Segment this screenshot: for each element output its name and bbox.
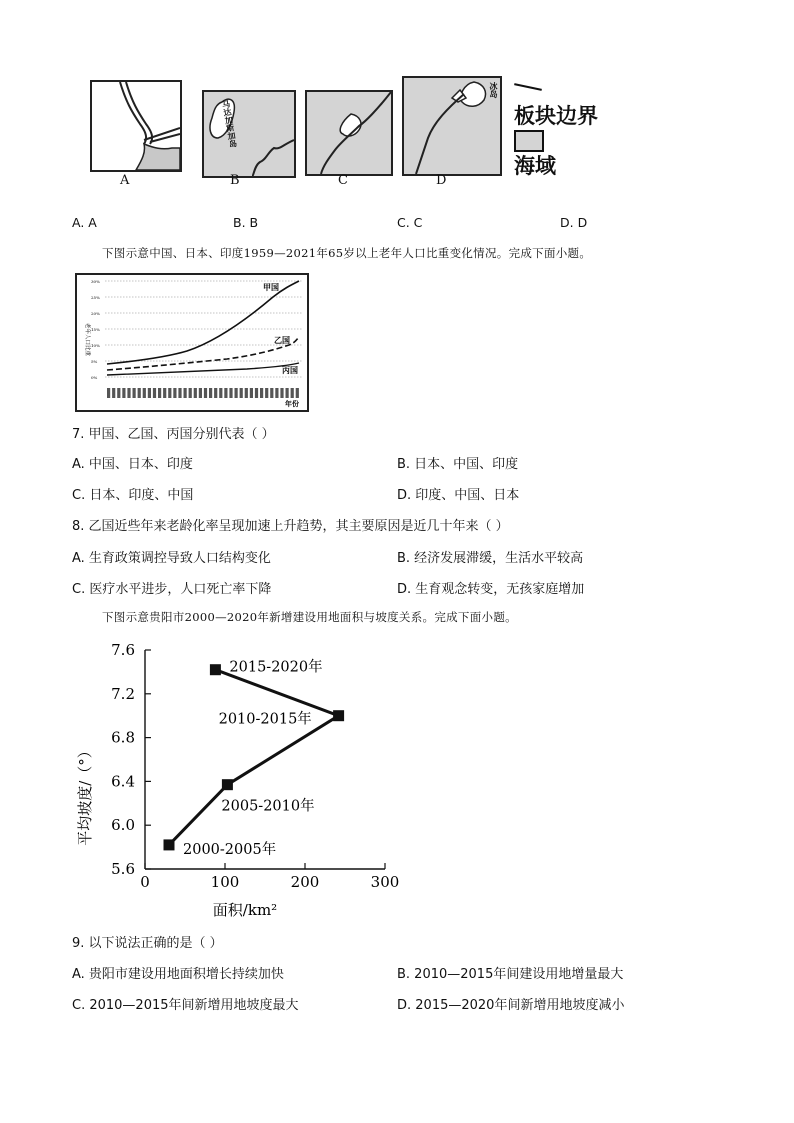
- slope-chart-point: [222, 779, 233, 790]
- aging-chart-xticks: [107, 388, 299, 398]
- series-yi-label: 乙国: [274, 335, 290, 345]
- map-c-caption: C: [338, 173, 348, 188]
- series-jia-label: 甲国: [263, 282, 279, 292]
- map-b-drawing: [204, 92, 294, 176]
- q7-option-b[interactable]: B. 日本、中国、印度: [397, 457, 519, 472]
- slope-chart: [60, 640, 420, 925]
- map-c-drawing: [307, 92, 391, 174]
- series-bing-line: [107, 363, 299, 375]
- intro-slope-chart: 下图示意贵阳市2000—2020年新增建设用地面积与坡度关系。完成下面小题。: [102, 610, 517, 624]
- aging-chart: [75, 273, 309, 412]
- map-d-caption: D: [436, 173, 447, 188]
- slope-chart-ytick-label: 5.6: [111, 860, 135, 878]
- aging-chart-xtick: [219, 388, 222, 398]
- aging-chart-xtick: [270, 388, 273, 398]
- legend-boundary-label: 板块边界: [514, 104, 598, 128]
- aging-chart-xtick: [209, 388, 212, 398]
- slope-chart-xtick-label: 300: [370, 873, 400, 891]
- slope-chart-point-label: 2000-2005年: [183, 841, 277, 858]
- aging-chart-xtick: [148, 388, 151, 398]
- aging-chart-xtick: [204, 388, 207, 398]
- aging-chart-xtick: [291, 388, 294, 398]
- aging-chart-xtick: [133, 388, 136, 398]
- slope-chart-ytick-label: 6.8: [111, 728, 135, 747]
- aging-chart-xtick: [265, 388, 268, 398]
- q7-option-d[interactable]: D. 印度、中国、日本: [397, 488, 520, 503]
- aging-chart-xtick: [189, 388, 192, 398]
- q6-option-a[interactable]: A. A: [72, 215, 97, 230]
- aging-chart-xtick: [199, 388, 202, 398]
- aging-chart-xtick: [194, 388, 197, 398]
- slope-chart-marks: [76, 641, 399, 919]
- aging-chart-xtick: [168, 388, 171, 398]
- slope-chart-point-label: 2005-2010年: [221, 798, 315, 815]
- q6-option-c[interactable]: C. C: [397, 215, 423, 230]
- map-a-caption: A: [120, 173, 130, 188]
- slope-chart-point: [333, 710, 344, 721]
- q7-option-c[interactable]: C. 日本、印度、中国: [72, 488, 194, 503]
- map-a-drawing: [92, 82, 180, 170]
- aging-chart-xtick: [255, 388, 258, 398]
- map-d-drawing: [404, 78, 500, 174]
- aging-chart-xtick: [260, 388, 263, 398]
- slope-chart-xlabel: 面积/km²: [212, 901, 278, 919]
- aging-chart-ytick: 25%: [91, 295, 100, 300]
- aging-chart-ytick: 5%: [91, 359, 98, 364]
- aging-chart-xtick: [240, 388, 243, 398]
- slope-chart-ylabel: 平均坡度/（°）: [76, 743, 94, 846]
- slope-chart-ytick-label: 7.6: [111, 641, 135, 659]
- aging-chart-xtick: [235, 388, 238, 398]
- aging-chart-xtick: [178, 388, 181, 398]
- slope-chart-point-label: 2015-2020年: [229, 659, 323, 676]
- aging-chart-xtick: [296, 388, 299, 398]
- map-b: [202, 90, 296, 178]
- intro-aging-chart: 下图示意中国、日本、印度1959—2021年65岁以上老年人口比重变化情况。完成下面小题。: [102, 246, 592, 260]
- aging-chart-xlabel: 年份: [285, 399, 299, 408]
- aging-chart-xtick: [153, 388, 156, 398]
- slope-chart-ytick-label: 6.4: [111, 772, 135, 791]
- q9-option-c[interactable]: C. 2010—2015年间新增用地坡度最大: [72, 998, 299, 1013]
- q9-option-b[interactable]: B. 2010—2015年间建设用地增量最大: [397, 967, 624, 982]
- aging-chart-xtick: [275, 388, 278, 398]
- q6-option-d[interactable]: D. D: [560, 215, 588, 230]
- aging-chart-xtick: [229, 388, 232, 398]
- q7-option-a[interactable]: A. 中国、日本、印度: [72, 457, 193, 472]
- map-d: [402, 76, 502, 176]
- slope-chart-ytick-label: 6.0: [111, 816, 135, 835]
- aging-chart-xtick: [286, 388, 289, 398]
- aging-chart-xtick: [224, 388, 227, 398]
- aging-chart-xtick: [112, 388, 115, 398]
- q9-option-a[interactable]: A. 贵阳市建设用地面积增长持续加快: [72, 967, 284, 982]
- q8-option-a[interactable]: A. 生育政策调控导致人口结构变化: [72, 551, 271, 566]
- legend-sea-swatch: [514, 130, 544, 152]
- q6-option-b[interactable]: B. B: [233, 215, 259, 230]
- aging-chart-xtick: [107, 388, 110, 398]
- aging-chart-xtick: [138, 388, 141, 398]
- q9-stem: 9. 以下说法正确的是（ ）: [72, 936, 223, 951]
- aging-chart-xtick: [143, 388, 146, 398]
- aging-chart-xtick: [245, 388, 248, 398]
- aging-chart-ylabel: 老年人口比重: [84, 323, 90, 357]
- slope-chart-point: [164, 839, 175, 850]
- aging-chart-xtick: [250, 388, 253, 398]
- map-d-island-label: 冰岛: [489, 82, 498, 98]
- legend-sea-label: 海域: [514, 154, 556, 178]
- slope-chart-xtick-label: 100: [210, 873, 240, 891]
- aging-chart-xtick: [117, 388, 120, 398]
- aging-chart-xtick: [173, 388, 176, 398]
- q7-stem: 7. 甲国、乙国、丙国分别代表（ ）: [72, 427, 275, 442]
- aging-chart-xtick: [163, 388, 166, 398]
- aging-chart-ytick: 30%: [91, 279, 100, 284]
- slope-chart-ytick-label: 7.2: [111, 684, 135, 703]
- series-jia-line: [107, 281, 299, 364]
- aging-chart-ytick: 0%: [91, 375, 98, 380]
- aging-chart-ytick: 10%: [91, 343, 100, 348]
- map-b-caption: B: [230, 173, 240, 188]
- aging-chart-grid: [91, 279, 303, 380]
- aging-chart-xtick: [122, 388, 125, 398]
- aging-chart-svg: [77, 275, 307, 410]
- map-c: [305, 90, 393, 176]
- map-a: [90, 80, 182, 172]
- q8-option-c[interactable]: C. 医疗水平进步，人口死亡率下降: [72, 582, 272, 597]
- slope-chart-xtick-label: 0: [140, 873, 150, 891]
- q9-option-d[interactable]: D. 2015—2020年间新增用地坡度减小: [397, 998, 625, 1013]
- slope-chart-point: [210, 664, 221, 675]
- aging-chart-xtick: [214, 388, 217, 398]
- aging-chart-ytick: 15%: [91, 327, 100, 332]
- map-b-island-label: 马达加斯加岛: [220, 99, 239, 149]
- aging-chart-xtick: [184, 388, 187, 398]
- slope-chart-line: [169, 670, 339, 845]
- series-yi-line: [107, 337, 299, 370]
- series-bing-label: 丙国: [282, 365, 298, 375]
- slope-chart-xtick-label: 200: [290, 873, 320, 891]
- aging-chart-xtick: [158, 388, 161, 398]
- legend-boundary-swatch: [514, 83, 542, 91]
- q8-option-b[interactable]: B. 经济发展滞缓，生活水平较高: [397, 551, 584, 566]
- slope-chart-point-label: 2010-2015年: [218, 711, 312, 728]
- aging-chart-ytick: 20%: [91, 311, 100, 316]
- q8-option-d[interactable]: D. 生育观念转变，无孩家庭增加: [397, 582, 585, 597]
- q8-stem: 8. 乙国近些年来老龄化率呈现加速上升趋势，其主要原因是近几十年来（ ）: [72, 519, 509, 534]
- aging-chart-xtick: [280, 388, 283, 398]
- aging-chart-xtick: [127, 388, 130, 398]
